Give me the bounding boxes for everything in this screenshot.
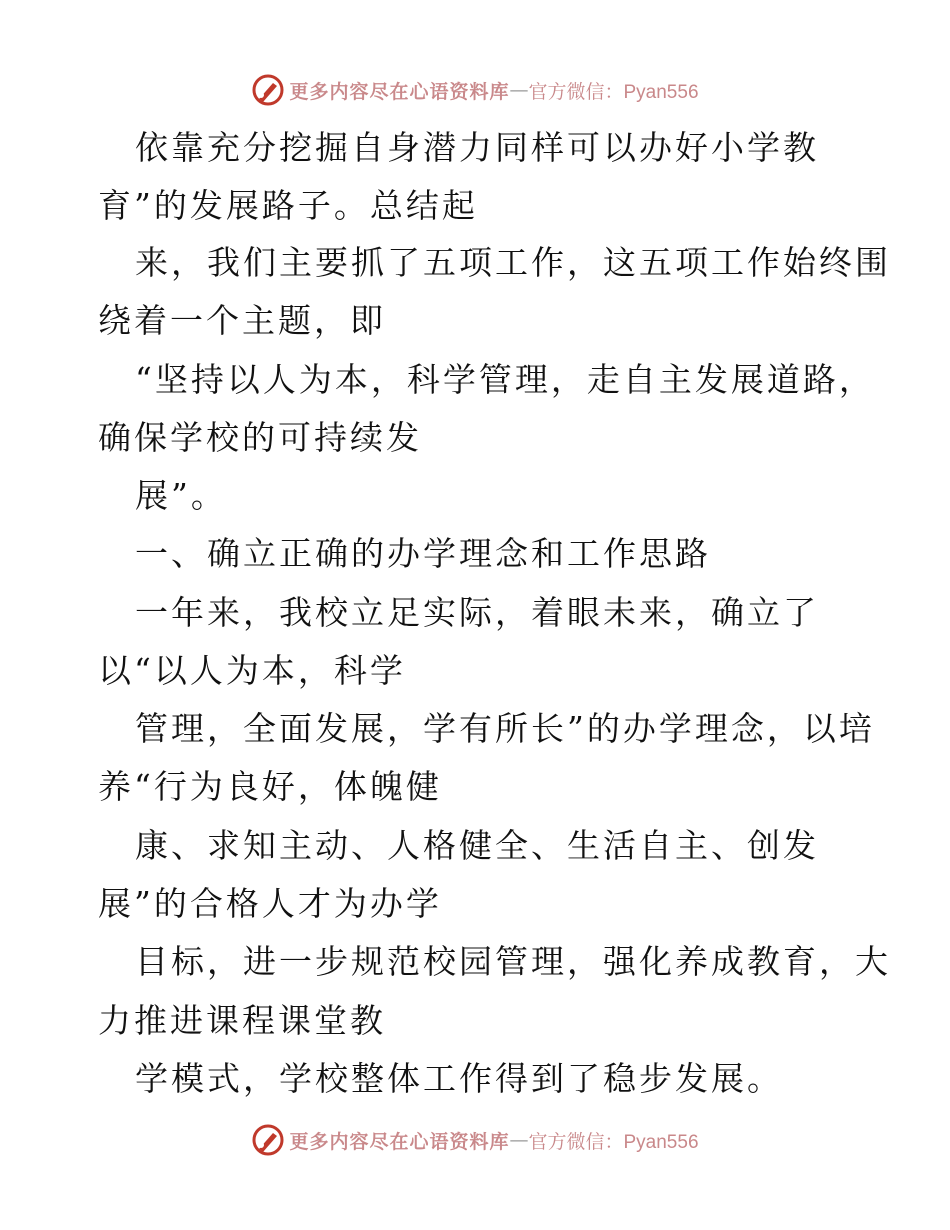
text-line: 管理，全面发展，学有所长”的办学理念，以培	[135, 709, 875, 748]
banner-contact	[528, 1127, 698, 1154]
text-line: 学模式，学校整体工作得到了稳步发展。	[135, 1059, 783, 1098]
text-line: 依靠充分挖掘自身潜力同样可以办好小学教	[135, 128, 819, 167]
text-line: 育”的发展路子。总结起	[98, 186, 478, 225]
text-line: 一、确立正确的办学理念和工作思路	[135, 534, 711, 573]
pen-circle-logo-icon	[251, 1123, 285, 1157]
pen-circle-logo-icon	[251, 73, 285, 107]
footer-watermark-banner	[0, 1120, 950, 1160]
text-line: 展”。	[135, 476, 227, 515]
text-line: 以“以人为本，科学	[98, 651, 406, 690]
text-line: 绕着一个主题，即	[98, 301, 386, 340]
header-watermark-banner	[0, 70, 950, 110]
banner-contact-label: 官方微信：	[528, 1130, 624, 1153]
banner-contact-label: 官方微信：	[528, 80, 624, 103]
text-line: 养“行为良好，体魄健	[98, 767, 442, 806]
banner-contact-id: Pyan556	[623, 1131, 699, 1153]
text-line: 一年来，我校立足实际，着眼未来，确立了	[135, 593, 819, 632]
text-line: 力推进课程课堂教	[98, 1001, 386, 1040]
banner-contact-id: Pyan556	[623, 81, 699, 103]
text-line: 确保学校的可持续发	[98, 418, 422, 457]
banner-dash: —	[509, 79, 529, 101]
text-line: 目标，进一步规范校园管理，强化养成教育，大	[135, 942, 891, 981]
text-line: 展”的合格人才为办学	[98, 884, 442, 923]
text-line: 来，我们主要抓了五项工作，这五项工作始终围	[135, 243, 891, 282]
banner-contact	[528, 77, 698, 104]
text-line: “坚持以人为本，科学管理，走自主发展道路，	[135, 360, 875, 399]
banner-text: 更多内容尽在心语资料库	[289, 80, 510, 103]
banner-text: 更多内容尽在心语资料库	[289, 1130, 510, 1153]
banner-dash: —	[509, 1129, 529, 1151]
text-line: 康、求知主动、人格健全、生活自主、创发	[135, 826, 819, 865]
